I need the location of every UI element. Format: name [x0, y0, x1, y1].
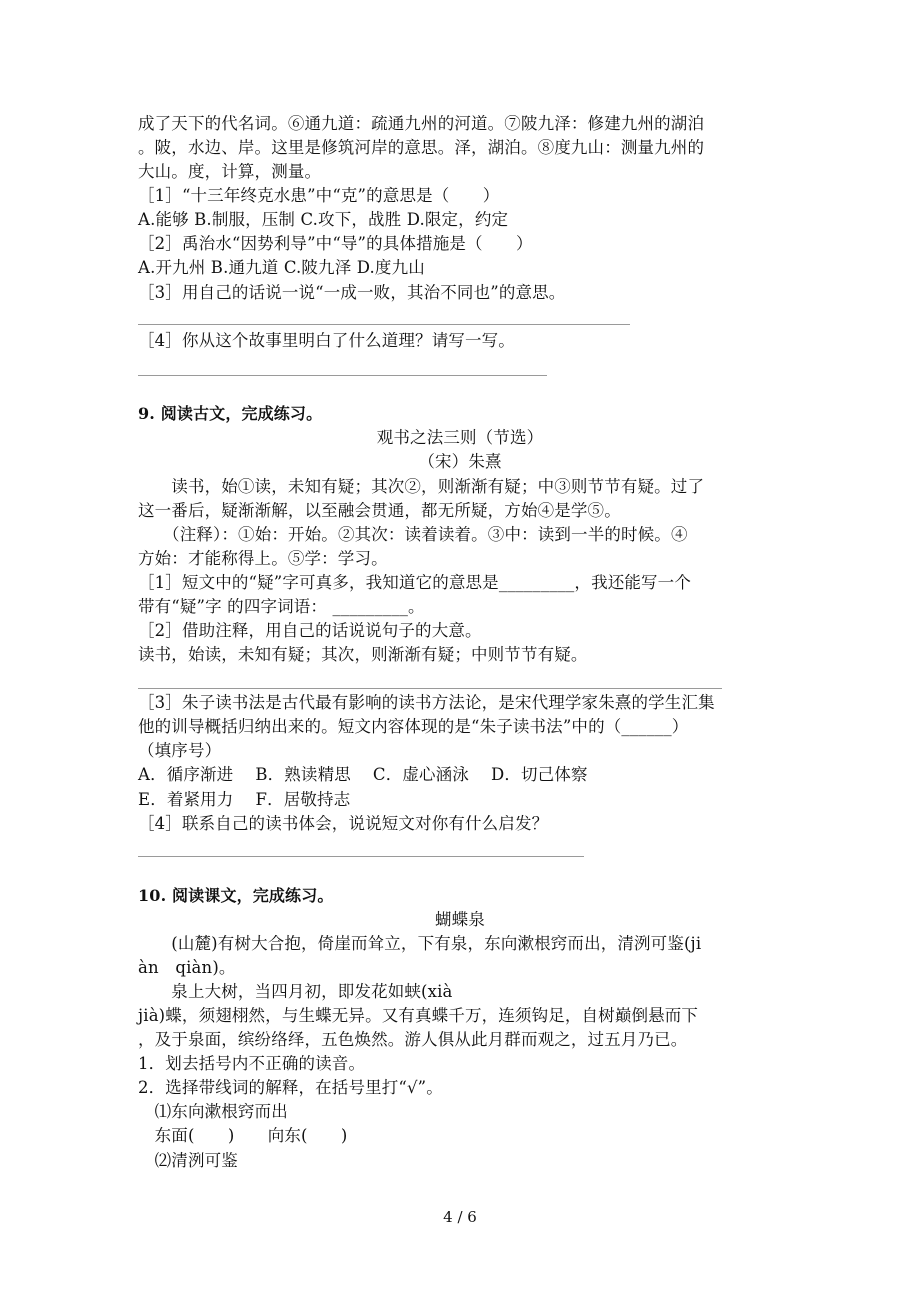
section-heading-10: 10. 阅读课文，完成练习。 — [138, 886, 334, 905]
text-line: （填序号） — [138, 741, 222, 760]
question-line: ［4］联系自己的读书体会，说说短文对你有什么启发？ — [138, 814, 549, 833]
question-line: 1．划去括号内不正确的读音。 — [138, 1054, 366, 1073]
question-line: ［1］“十三年终克水患”中“克”的意思是（ ） — [138, 186, 500, 205]
text-line: ，及于泉面，缤纷络绎，五色焕然。游人俱从此月群而观之，过五月乃已。 — [138, 1030, 688, 1049]
text-line: 大山。度，计算，测量。 — [138, 162, 322, 181]
options-line: A.开九州 B.通九道 C.陂九泽 D.度九山 — [138, 258, 425, 277]
choice-line: 东面( ) 向东( ) — [138, 1126, 348, 1145]
section-heading-9: 9. 阅读古文，完成练习。 — [138, 404, 323, 423]
question-line: ［3］用自己的话说一说“一成一败，其治不同也”的意思。 — [138, 283, 566, 302]
answer-line — [138, 375, 547, 376]
answer-line — [138, 688, 722, 689]
question-line: ［4］你从这个故事里明白了什么道理？请写一写。 — [138, 331, 515, 350]
question-line: ［3］朱子读书法是古代最有影响的读书方法论，是宋代理学家朱熹的学生汇集 — [138, 693, 715, 712]
text-line: 这一番后，疑渐渐解，以至融会贯通，都无所疑，方始④是学⑤。 — [138, 501, 621, 520]
text-line: jià)蝶，须翅栩然，与生蝶无异。又有真蝶千万，连须钩足，自树巅倒悬而下 — [138, 1006, 699, 1025]
text-line: 成了天下的代名词。⑥通九道：疏通九州的河道。⑦陂九泽：修建九州的湖泊 — [138, 114, 705, 133]
answer-line — [138, 324, 630, 325]
text-line: (山麓)有树大合抱，倚崖而耸立，下有泉，东向漱根窍而出，清洌可鉴(ji — [138, 934, 702, 953]
text-line: 方始：才能称得上。⑤学：学习。 — [138, 549, 388, 568]
page-number: 4 / 6 — [443, 1208, 477, 1226]
passage-author: （宋）朱熹 — [418, 452, 502, 471]
answer-line — [138, 856, 584, 857]
question-line: 他的训导概括归纳出来的。短文内容体现的是“朱子读书法”中的（______） — [138, 717, 689, 736]
question-line: ［2］禹治水“因势利导”中“导”的具体措施是（ ） — [138, 234, 533, 253]
options-line: A.能够 B.制服，压制 C.攻下，战胜 D.限定，约定 — [138, 210, 509, 229]
passage-title: 蝴蝶泉 — [435, 910, 485, 929]
text-line: 。陂，水边、岸。这里是修筑河岸的意思。泽，湖泊。⑧度九山：测量九州的 — [138, 138, 705, 157]
question-line: ［2］借助注释，用自己的话说说句子的大意。 — [138, 621, 482, 640]
question-line: 带有“疑”字 的四字词语： _________。 — [138, 597, 425, 616]
sub-question-line: ⑴东向漱根窍而出 — [138, 1102, 288, 1121]
text-line: （注释）：①始：开始。②其次：读着读着。③中：读到一半的时候。④ — [138, 525, 688, 544]
text-line: àn qiàn)。 — [138, 958, 236, 977]
text-line: 泉上大树，当四月初，即发花如蛱(xià — [138, 982, 453, 1001]
options-line: A．循序渐进 B．熟读精思 C．虚心涵泳 D．切己体察 — [138, 765, 588, 784]
passage-title: 观书之法三则（节选） — [376, 428, 544, 447]
text-line: 读书，始①读，未知有疑；其次②，则渐渐有疑；中③则节节有疑。过了 — [138, 477, 705, 496]
sub-question-line: ⑵清洌可鉴 — [138, 1151, 238, 1170]
text-line: 读书，始读，未知有疑；其次，则渐渐有疑；中则节节有疑。 — [138, 645, 588, 664]
question-line: 2．选择带线词的解释，在括号里打“√”。 — [138, 1078, 443, 1097]
options-line: E．着紧用力 F．居敬持志 — [138, 790, 351, 809]
question-line: ［1］短文中的“疑”字可真多，我知道它的意思是_________，我还能写一个 — [138, 573, 691, 592]
